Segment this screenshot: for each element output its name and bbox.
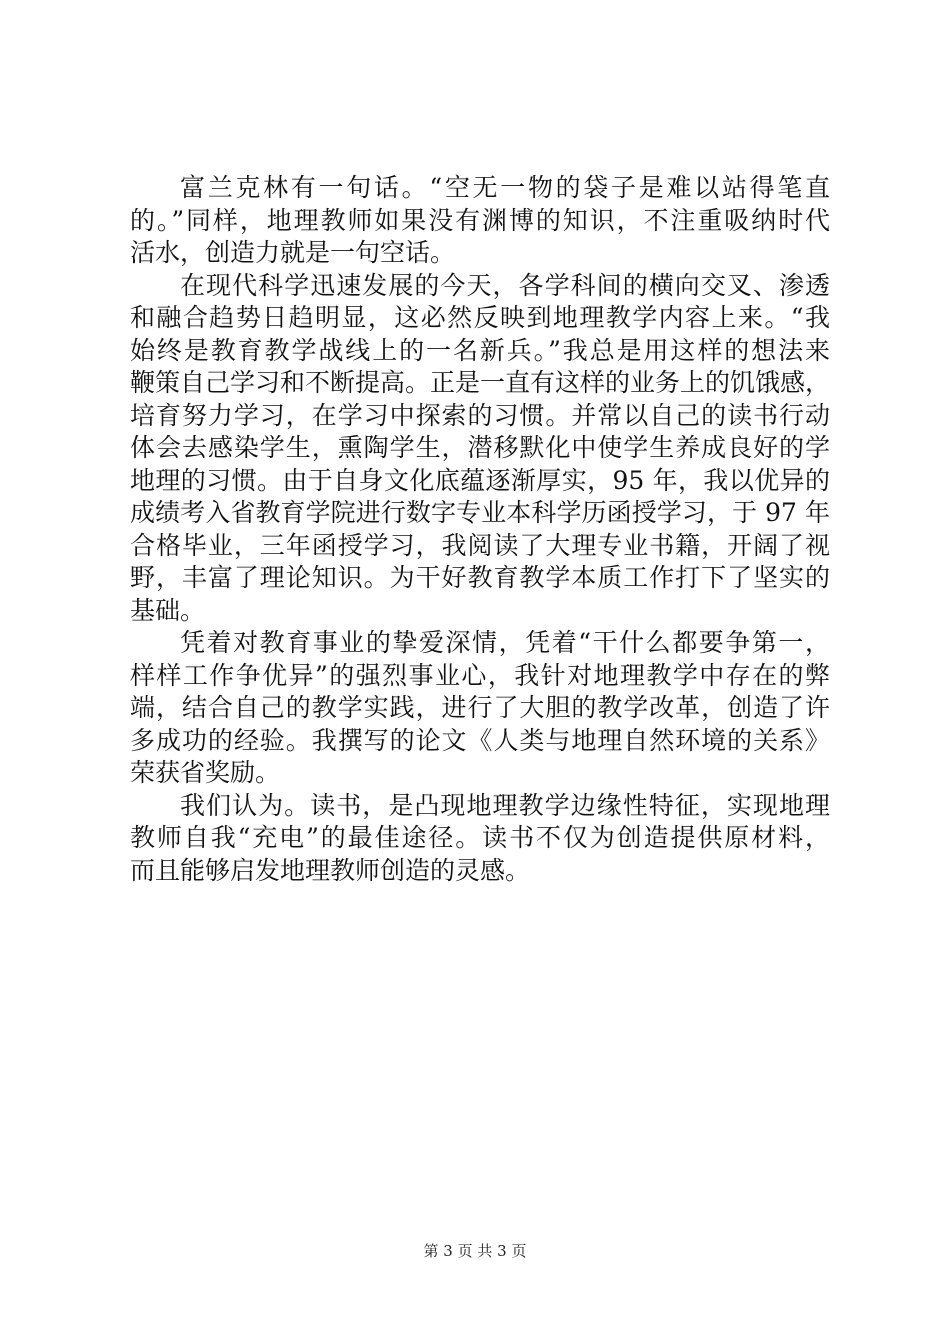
paragraph-line: 基础。 xyxy=(130,595,206,625)
paragraph-line: 端，结合自己的教学实践，进行了大胆的教学改革，创造了许 xyxy=(130,693,830,722)
paragraph-line: 而且能够启发地理教师创造的灵感。 xyxy=(130,855,531,885)
paragraph-line: 培育努力学习，在学习中探索的习惯。并常以自己的读书行动 xyxy=(130,400,830,430)
paragraph-line: 样样工作争优异”的强烈事业心，我针对地理教学中存在的弊 xyxy=(130,660,830,690)
paragraph-line: 野，丰富了理论知识。为干好教育教学本质工作打下了坚实的 xyxy=(130,563,830,592)
paragraph-line: 在现代科学迅速发展的今天，各学科间的横向交叉、渗透 xyxy=(180,270,830,300)
paragraph-4 xyxy=(130,790,830,888)
paragraph-line: 荣获省奖励。 xyxy=(130,758,281,787)
paragraph-line: 多成功的经验。我撰写的论文《人类与地理自然环境的关系》 xyxy=(130,725,830,755)
paragraph-line: 地理的习惯。由于自身文化底蕴逐渐厚实，95 年，我以优异的 xyxy=(130,465,830,495)
paragraph-line: 富兰克林有一句话。“空无一物的袋子是难以站得笔直 xyxy=(180,173,830,202)
paragraph-line: 活水，创造力就是一句空话。 xyxy=(130,238,456,267)
paragraph-line: 体会去感染学生，熏陶学生，潜移默化中使学生养成良好的学 xyxy=(130,433,830,462)
paragraph-line: 的。”同样，地理教师如果没有渊博的知识，不注重吸纳时代 xyxy=(130,205,830,235)
document-body xyxy=(130,172,830,887)
paragraph-line: 和融合趋势日趋明显，这必然反映到地理教学内容上来。“我 xyxy=(130,303,830,332)
paragraph-line: 成绩考入省教育学院进行数字专业本科学历函授学习，于 97 年 xyxy=(130,498,830,527)
paragraph-2 xyxy=(130,270,830,628)
page-number-footer: 第 3 页 共 3 页 xyxy=(423,1242,527,1260)
paragraph-line: 始终是教育教学战线上的一名新兵。”我总是用这样的想法来 xyxy=(130,335,830,365)
paragraph-1 xyxy=(130,172,830,270)
paragraph-line: 教师自我“充电”的最佳途径。读书不仅为创造提供原材料， xyxy=(130,823,830,852)
paragraph-line: 合格毕业，三年函授学习，我阅读了大理专业书籍，开阔了视 xyxy=(130,530,830,560)
paragraph-3 xyxy=(130,627,830,790)
paragraph-line: 我们认为。读书，是凸现地理教学边缘性特征，实现地理 xyxy=(180,790,830,820)
paragraph-line: 鞭策自己学习和不断提高。正是一直有这样的业务上的饥饿感， xyxy=(130,368,831,397)
paragraph-line: 凭着对教育事业的挚爱深情，凭着“干什么都要争第一， xyxy=(180,628,830,657)
